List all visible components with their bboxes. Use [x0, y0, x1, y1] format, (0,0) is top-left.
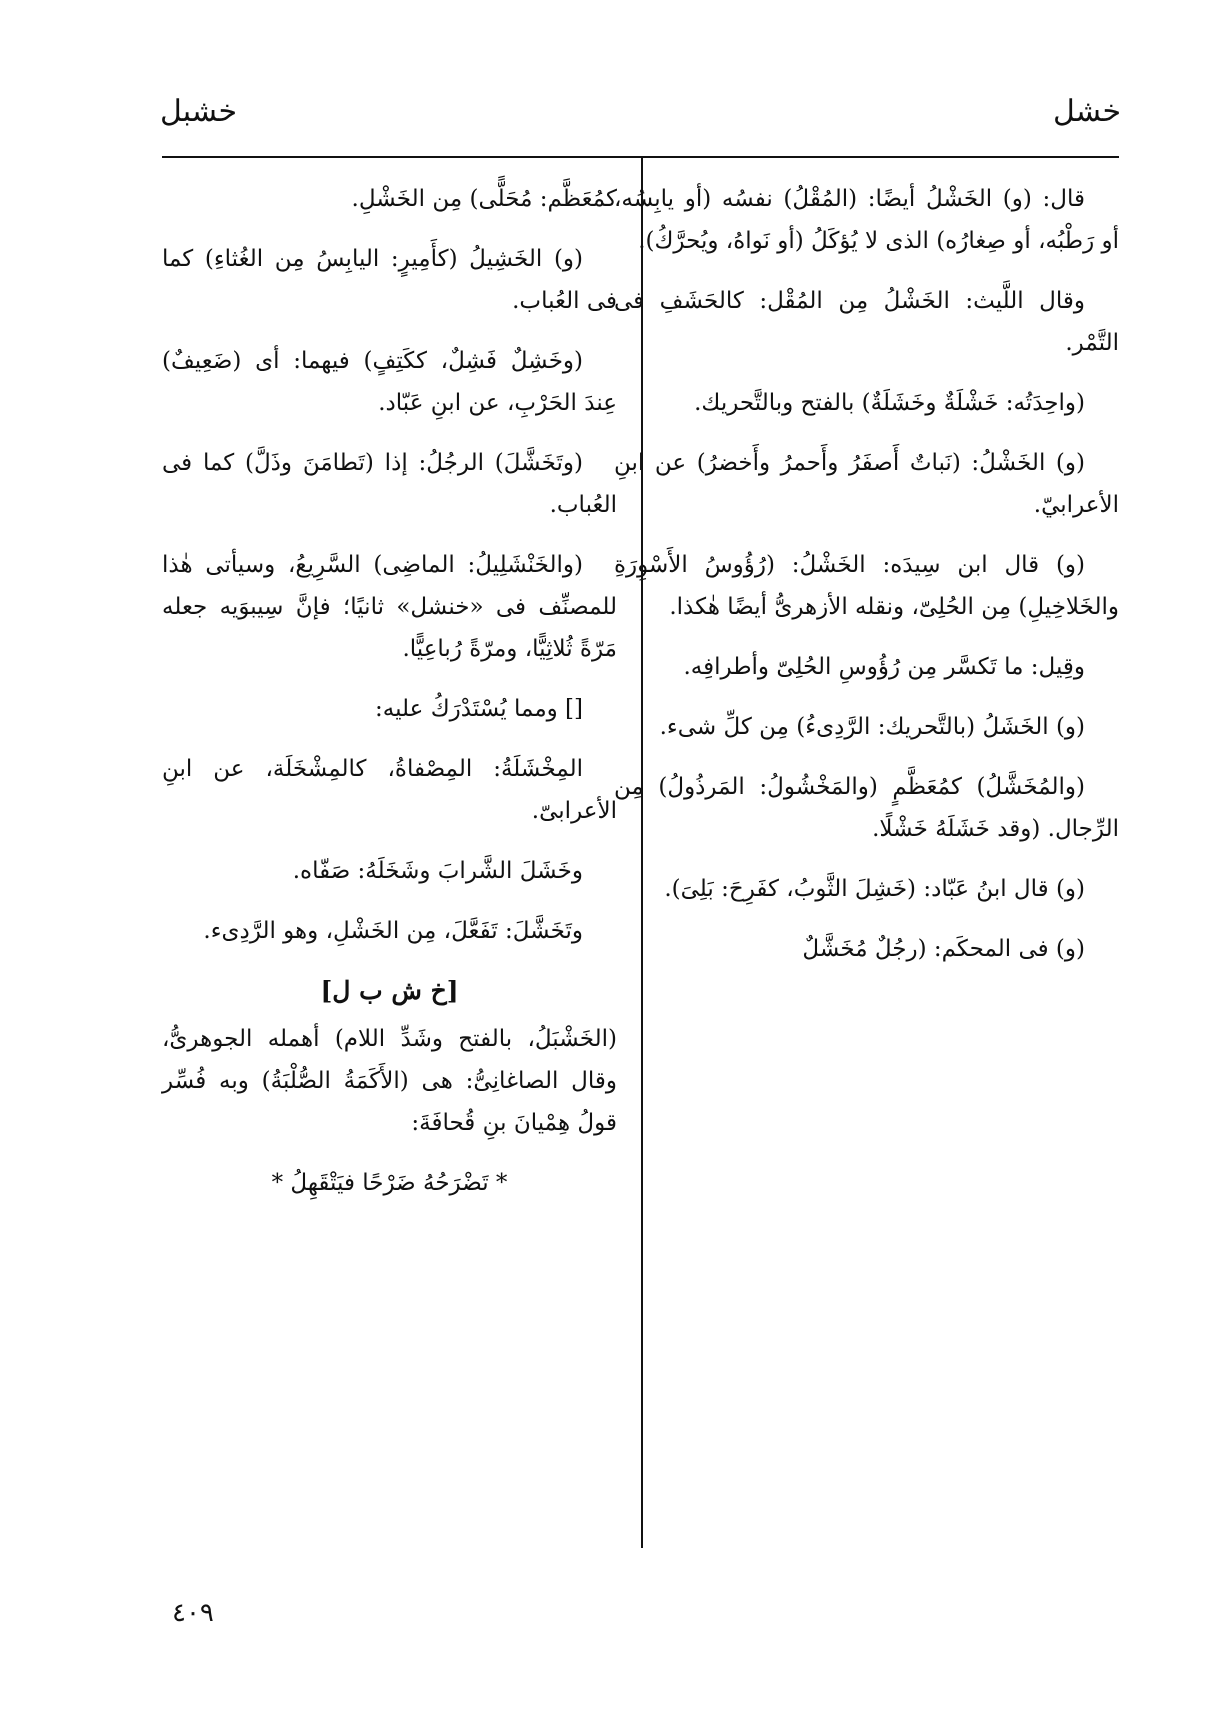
entry-heading: [خ ش ب ل] — [320, 976, 459, 1005]
paragraph: وقِيل: ما تَكسَّر مِن رُؤُوسِ الحُلِىّ وأطرافِه. — [683, 654, 1085, 680]
verse-line: * تَضْرَحُهُ ضَرْحًا فيَتْقَهِلُ * — [271, 1170, 508, 1196]
paragraph: (و) الخَشْلُ: (نَباتٌ أَصفَرُ وأَحمرُ وأَخضرُ) عن ابنِ الأعرابيّ. — [614, 450, 1119, 518]
left-column — [162, 178, 617, 1204]
paragraph: كمُعَظَّم: مُحَلًّى) مِن الخَشْلِ. — [351, 186, 617, 212]
paragraph: [] ومما يُسْتَدْرَكُ عليه: — [375, 696, 583, 722]
paragraph: قال: (و) الخَشْلُ أيضًا: (المُقْلُ) نفسُه (أو يابِسُه، أو رَطْبُه، أو صِغارُه) الذى لا يُؤكَلُ (أو نَواهُ، ويُحرَّكُ). — [614, 186, 1119, 254]
right-column — [614, 178, 1119, 988]
paragraph: المِخْشَلَةُ: المِصْفاةُ، كالمِشْخَلَة، عن ابنِ الأعرابىّ. — [162, 756, 617, 824]
paragraph: (واحِدَتُه: خَشْلَةٌ وخَشَلَةٌ) بالفتح وبالتَّحريك. — [694, 390, 1085, 416]
paragraph: (و) قال ابن سِيدَه: الخَشْلُ: (رُؤُوسُ الأَسْوِرَةِ والخَلاخِيلِ) مِن الحُلِىّ، ونقله الأزهرىُّ أيضًا هٰكذا. — [614, 552, 1119, 620]
page-number: ٤٠٩ — [172, 1598, 214, 1628]
paragraph: (والمُخَشَّلُ) كمُعَظَّمٍ (والمَخْشُولُ: المَرذُولُ) مِن الرِّجال. (وقد خَشَلَهُ خَشْلًا. — [614, 774, 1119, 842]
paragraph: وتَخَشَّلَ: تَفَعَّلَ، مِن الخَشْلِ، وهو الرَّدِىء. — [203, 918, 583, 944]
paragraph: (و) الخَشِيلُ (كأَمِيرٍ: اليابِسُ مِن الغُثاءِ) كما فى العُباب. — [162, 246, 617, 314]
paragraph: (و) فى المحكَم: (رجُلٌ مُخَشَّلٌ — [802, 936, 1085, 962]
paragraph: (و) الخَشَلُ (بالتَّحريك: الرَّدِىءُ) مِن كلِّ شىء. — [659, 714, 1085, 740]
paragraph: وخَشَلَ الشَّرابَ وشَخَلَهُ: صَفّاه. — [292, 858, 583, 884]
paragraph: (وتَخَشَّلَ) الرجُلُ: إذا (تَطامَنَ وذَلَّ) كما فى العُباب. — [162, 450, 617, 518]
paragraph: (و) قال ابنُ عَبّاد: (خَشِلَ الثَّوبُ، كفَرِحَ: بَلِىَ). — [664, 876, 1085, 902]
paragraph: (وخَشِلٌ فَشِلٌ، ككَتِفٍ) فيهما: أى (ضَعِيفٌ) عِندَ الحَرْبِ، عن ابنِ عَبّاد. — [162, 348, 617, 416]
paragraph: (الخَشْبَلُ، بالفتح وشَدِّ اللام) أهمله الجوهرىُّ، وقال الصاغانِىُّ: هى (الأَكَمَةُ الصُّلْبَةُ) وبه فُسِّر قولُ هِمْيانَ بنِ قُحافَةَ: — [162, 1026, 617, 1136]
running-header-right: خشل — [1052, 94, 1121, 129]
paragraph: (والخَنْشَلِيلُ: الماضِى) السَّرِيعُ، وسيأتى هٰذا للمصنِّف فى «خنشل» ثانيًا؛ فإنَّ سِيبوَيه جعله مَرّةً ثُلاثِيًّا، ومرّةً رُباعِيًّا. — [162, 552, 617, 662]
running-header-left: خشبل — [160, 94, 238, 129]
paragraph: وقال اللَّيث: الخَشْلُ مِن المُقْل: كالحَشَفِ فى التَّمْر. — [614, 288, 1119, 356]
